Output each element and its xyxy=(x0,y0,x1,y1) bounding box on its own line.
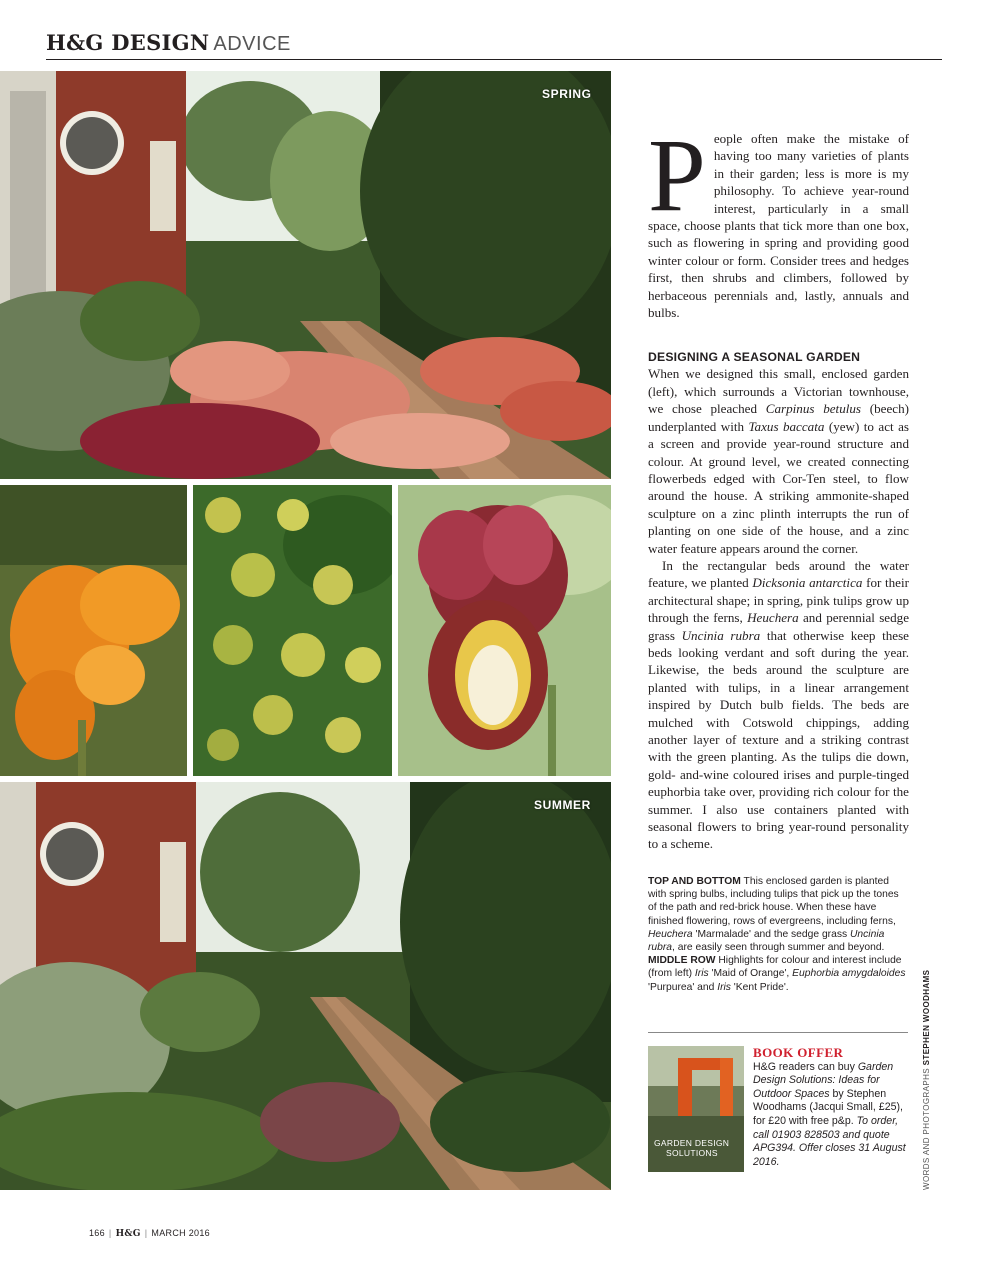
article-body xyxy=(648,118,910,853)
summer-garden-photo xyxy=(0,782,611,1190)
caption-text: , are easily seen through summer and beyond. xyxy=(672,942,885,954)
section-name: ADVICE xyxy=(213,33,291,55)
caption-text: 'Kent Pride'. xyxy=(730,981,789,993)
iris-maid-of-orange-photo xyxy=(0,485,187,776)
photo-credit xyxy=(922,970,931,1190)
plant-name: Dicksonia antarctica xyxy=(752,575,863,591)
caption-text: 'Marmalade' and the sedge grass xyxy=(692,928,850,940)
photo-caption xyxy=(648,875,906,994)
intro-paragraph xyxy=(648,118,909,321)
plant-name: Uncinia rubra xyxy=(681,627,761,643)
caption-plant: Iris xyxy=(717,981,731,993)
paragraph-beds xyxy=(648,557,909,853)
caption-lead: TOP AND BOTTOM xyxy=(648,876,741,887)
caption-text: 'Maid of Orange', xyxy=(708,968,793,980)
book-cover-image xyxy=(648,1046,744,1172)
book-title: Garden Design Solutions: Ideas for Outdoor Spaces xyxy=(753,1060,894,1100)
text-run: When we designed this small, enclosed garden (left), which surrounds a Victorian townhouse, we chose pleached xyxy=(648,366,909,417)
magazine-brand: H&G DESIGN xyxy=(46,30,210,55)
masthead xyxy=(46,30,291,60)
drop-cap: P xyxy=(648,118,706,233)
caption-plant: Heuchera xyxy=(648,928,693,940)
iris-kent-pride-photo xyxy=(398,485,611,776)
footer-brand: H&G xyxy=(115,1229,141,1239)
text-run: that otherwise keep these beds looking verdant and soft during the year. Likewise, the beds around the sculpture are planted with tulips, in a linear arrangement inspired by Dutch bulb fields. The beds are mulched with Cotswold chippings, adding another layer of texture and a striking contrast with the green planting. As the tulips die down, gold- and-wine coloured irises and purple-tinged euphorbia take over, providing rich colour for the summer. I also use containers planted with seasonal flowers to bring year-round personality to a scheme. xyxy=(648,627,909,852)
caption-plant: Euphorbia amygdaloides xyxy=(792,968,906,980)
book-offer-rule xyxy=(648,1032,908,1033)
page-footer: 166 | H&G | MARCH 2016 xyxy=(89,1228,210,1239)
caption-lead: MIDDLE ROW xyxy=(648,955,716,967)
caption-plant: Iris xyxy=(694,968,709,980)
caption-plant: Uncinia rubra xyxy=(648,928,885,954)
caption-text: 'Purpurea' and xyxy=(648,981,718,993)
spring-garden-photo xyxy=(0,71,611,479)
subheading: DESIGNING A SEASONAL GARDEN xyxy=(648,350,861,365)
spring-label: SPRING xyxy=(542,87,592,101)
caption-text: This enclosed garden is planted with spring bulbs, including tulips that pick up the tones of the path and red-brick house. When these have finished flowering, rows of evergreens, including ferns, xyxy=(648,876,899,927)
page-number: 166 xyxy=(89,1228,105,1238)
text-run: and perennial sedge grass xyxy=(648,610,910,643)
plant-name: Heuchera xyxy=(747,610,799,626)
text-run: for their architectural shape; in spring, pink tulips grow up through the ferns, xyxy=(648,575,909,626)
cover-line: GARDEN DESIGN xyxy=(654,1138,730,1148)
book-offer-heading: BOOK OFFER xyxy=(753,1045,844,1060)
book-offer-text xyxy=(753,1046,913,1169)
issue-date: MARCH 2016 xyxy=(151,1228,210,1238)
intro-text: eople often make the mistake of having too many varieties of plants in their garden; less is more is my philosophy. To achieve year-round interest, particularly in a small space, choose plants that tick more than one box, such as flowering in spring and providing good winter colour or form. Consider trees and hedges first, then shrubs and climbers, followed by herbaceous perennials and, lastly, annuals and bulbs. xyxy=(648,131,909,321)
book-text: by Stephen Woodhams (Jacqui Small, £25), for £20 with free p&p. xyxy=(753,1087,903,1127)
paragraph-design xyxy=(648,365,909,556)
text-run: (yew) to act as a screen and provide year-round structure and colour. At ground level, we created connecting flowerbeds edged with Cor-Ten steel, to flow around the house. A striking ammonite-shaped sculpture on a zinc plinth interrupts the run of planting on one side of the house, and a zinc water feature appears around the corner. xyxy=(648,418,909,556)
text-run: (beech) underplanted with xyxy=(648,401,909,434)
credit-prefix: WORDS AND PHOTOGRAPHS xyxy=(922,1065,931,1190)
header-rule xyxy=(46,59,942,60)
summer-label: SUMMER xyxy=(534,798,591,812)
plant-name: Carpinus betulus xyxy=(765,401,862,417)
book-cover-title xyxy=(654,1138,729,1158)
caption-text: Highlights for colour and interest include (from left) xyxy=(648,955,902,980)
book-text: H&G readers can buy xyxy=(753,1060,858,1073)
credit-name: STEPHEN WOODHAMS xyxy=(922,969,931,1066)
euphorbia-purpurea-photo xyxy=(193,485,392,776)
book-order-info: To order, call 01903 828503 and quote APG394. Offer closes 31 August 2016. xyxy=(753,1114,906,1168)
cover-line: SOLUTIONS xyxy=(666,1148,718,1158)
text-run: In the rectangular beds around the water feature, we planted xyxy=(648,557,909,591)
plant-name: Taxus baccata xyxy=(748,418,825,434)
